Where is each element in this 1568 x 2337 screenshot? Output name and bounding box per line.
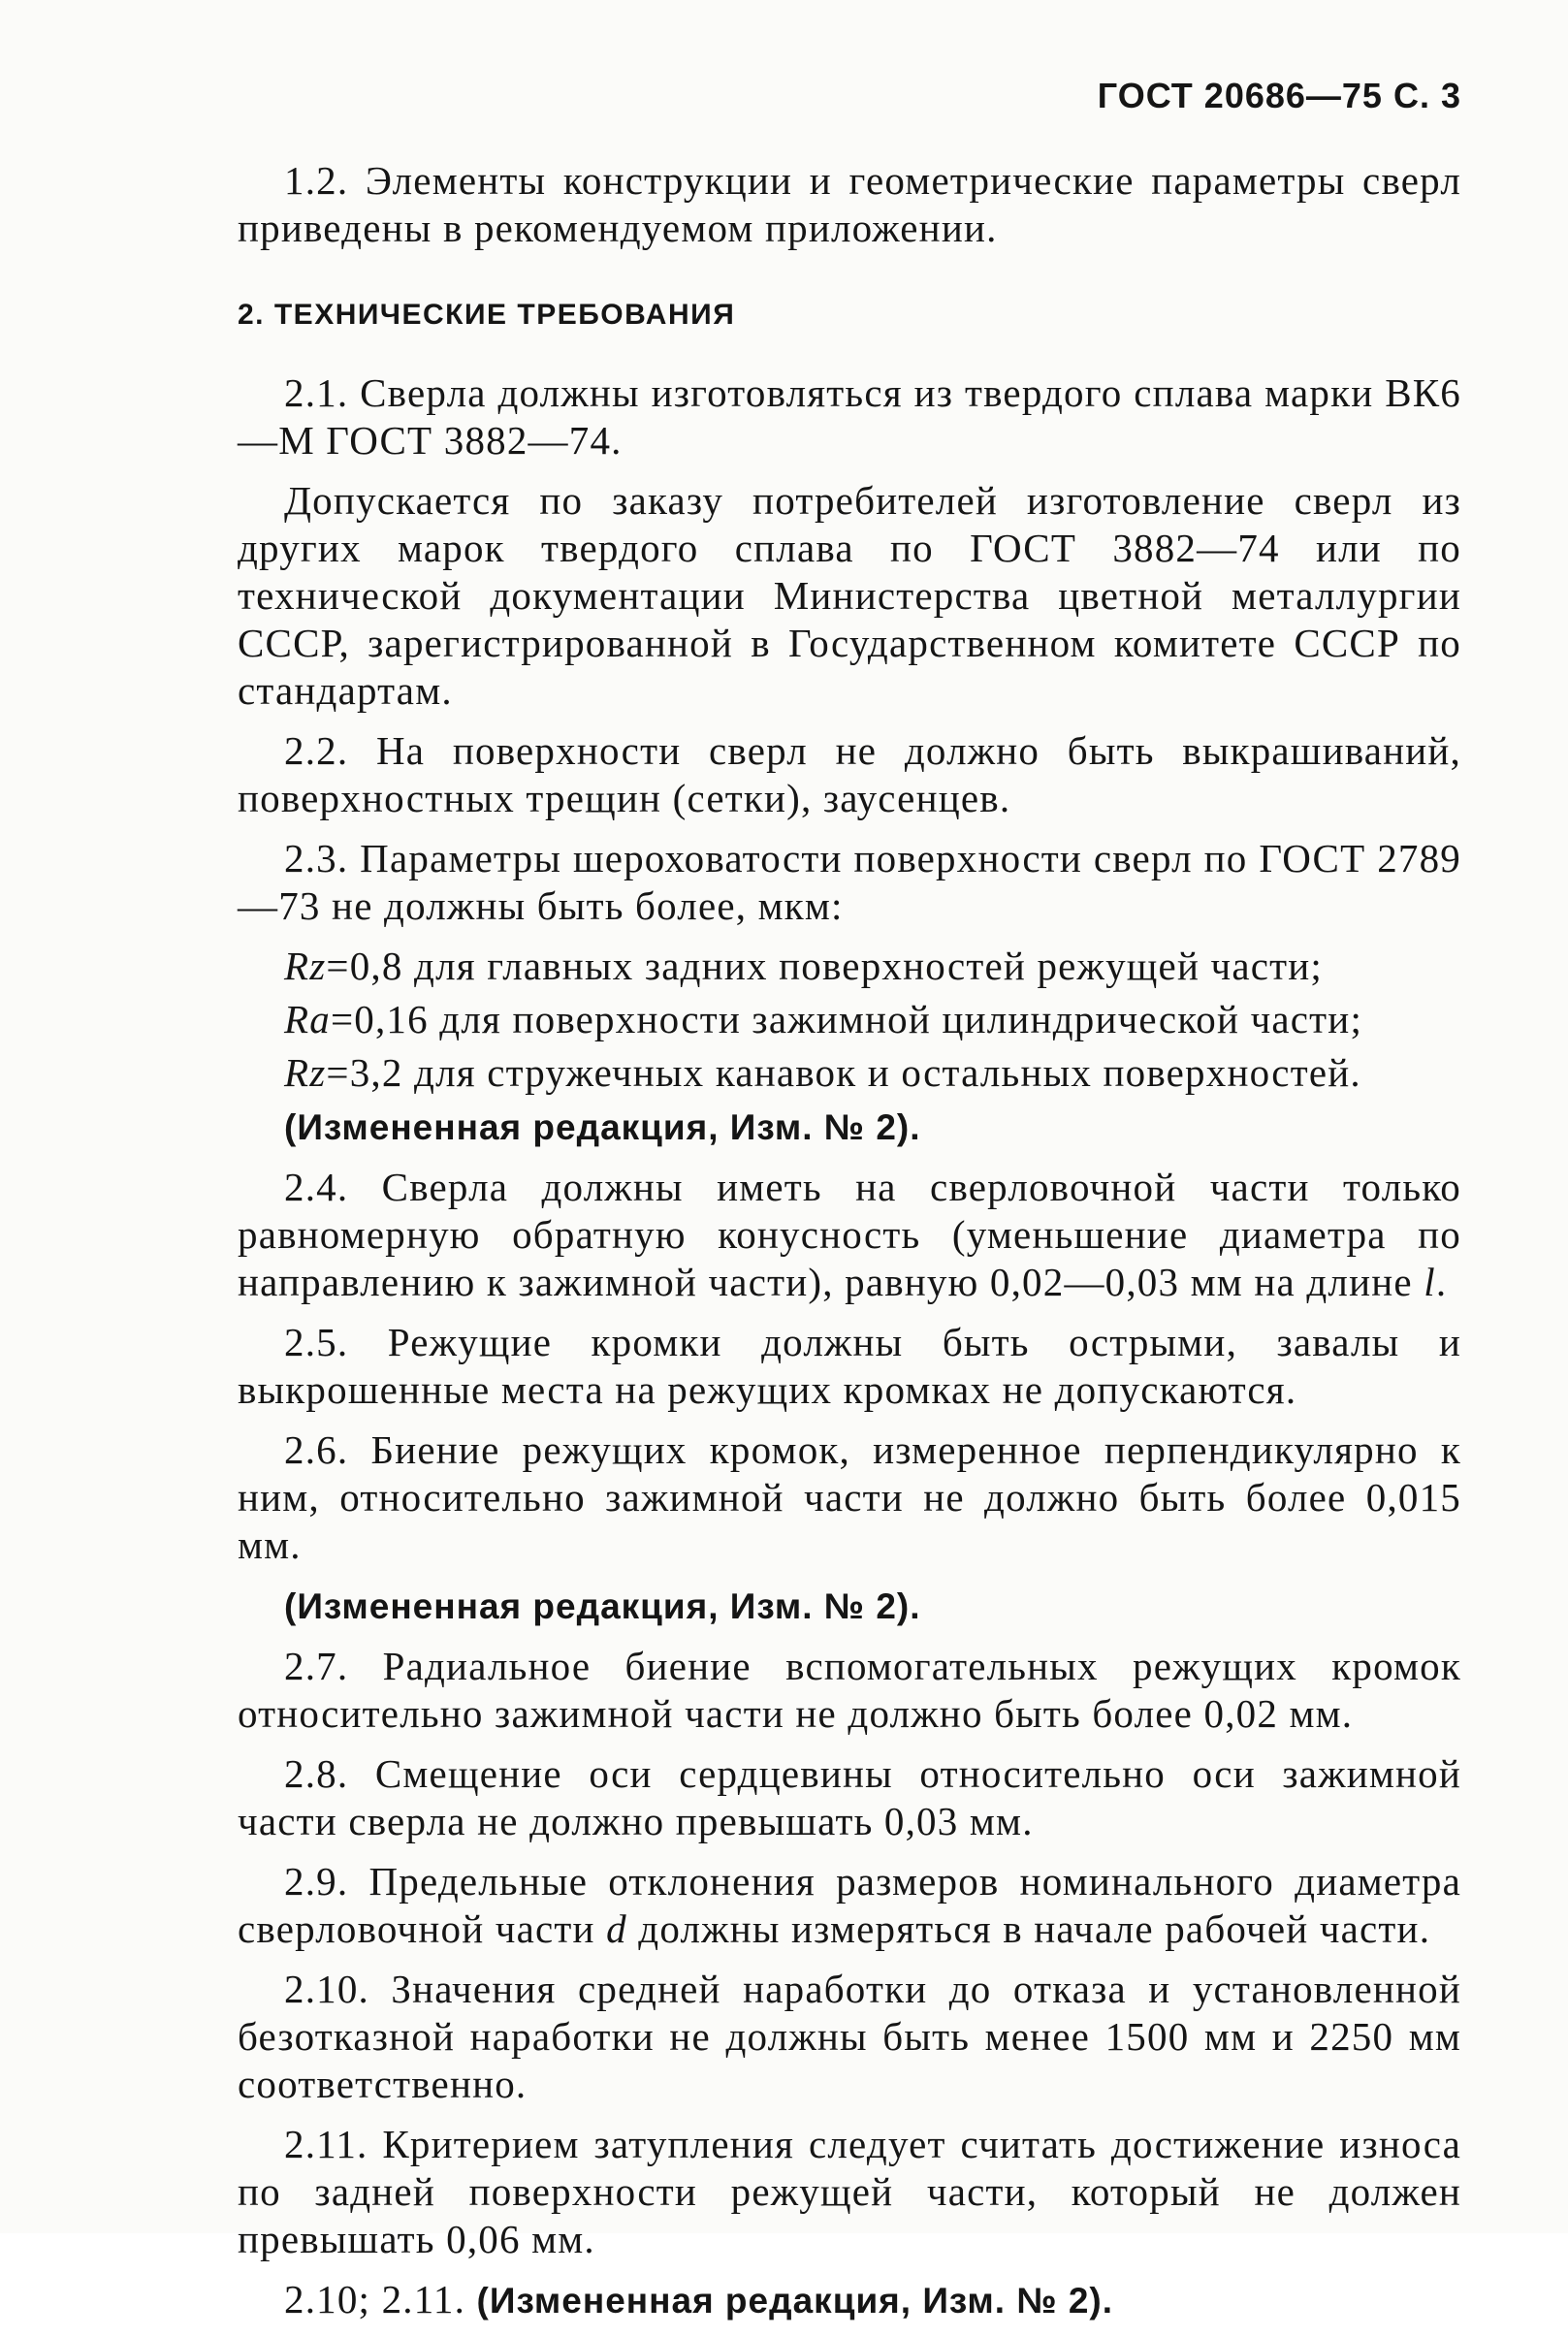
amendment-note-text: (Измененная редакция, Изм. № 2).	[284, 1107, 921, 1147]
paragraph-2-9-text-b: должны измеряться в начале рабочей части.	[638, 1906, 1431, 1951]
paragraph-2-1-allowance: Допускается по заказу потребителей изготовление сверл из других марок твердого сплава по ГОСТ 3882—74 или по технической документации Министерства цветной металлургии СССР, зарегистрированной в Государственном комитете СССР по стандартам.	[238, 478, 1461, 713]
length-symbol: l	[1424, 1260, 1436, 1304]
paragraph-2-4: 2.4. Сверла должны иметь на сверловочной части только равномерную обратную конусность (уменьшение диаметра по направлению к зажимной части), равную 0,02—0,03 мм на длине l.	[238, 1165, 1461, 1304]
rz-other-text: =3,2 для стружечных канавок и остальных поверхностей.	[326, 1050, 1361, 1095]
paragraph-2-2: 2.2. На поверхности сверл не должно быть выкрашиваний, поверхностных трещин (сетки), заусенцев.	[238, 728, 1461, 820]
gost-number: ГОСТ 20686—75	[1097, 76, 1383, 115]
ra-symbol: Ra	[284, 997, 331, 1041]
paragraph-2-8: 2.8. Смещение оси сердцевины относительно оси зажимной части сверла не должно превышать 0,03 мм.	[238, 1751, 1461, 1843]
paragraph-2-5: 2.5. Режущие кромки должны быть острыми, завалы и выкрошенные места на режущих кромках не допускаются.	[238, 1320, 1461, 1412]
amendment-note-3	[238, 2276, 1461, 2324]
diameter-symbol: d	[606, 1906, 627, 1951]
paragraph-2-7: 2.7. Радиальное биение вспомогательных режущих кромок относительно зажимной части не должно быть более 0,02 мм.	[238, 1644, 1461, 1736]
ra-text: =0,16 для поверхности зажимной цилиндрической части;	[330, 997, 1363, 1041]
roughness-rz-main	[238, 943, 1461, 990]
roughness-ra	[238, 996, 1461, 1043]
amendment-note-text: (Измененная редакция, Изм. № 2).	[476, 2281, 1114, 2321]
paragraph-2-4-text: 2.4. Сверла должны иметь на сверловочной части только равномерную обратную конусность (уменьшение диаметра по направлению к зажимной части), равную 0,02—0,03 мм на длине	[238, 1165, 1461, 1304]
paragraph-2-10: 2.10. Значения средней наработки до отказа и установленной безотказной наработки не должны быть менее 1500 мм и 2250 мм соответственно.	[238, 1967, 1461, 2106]
document-body	[238, 157, 1461, 2337]
paragraph-2-1: 2.1. Сверла должны изготовляться из твердого сплава марки ВК6—М ГОСТ 3882—74.	[238, 370, 1461, 463]
rz-symbol-2: Rz	[284, 1050, 327, 1095]
page-header	[1098, 76, 1461, 116]
amendment-note-2	[238, 1582, 1461, 1630]
paragraph-1-2: 1.2. Элементы конструкции и геометрические параметры сверл приведены в рекомендуемом приложении.	[238, 158, 1461, 250]
page-number: С. 3	[1392, 76, 1461, 115]
rz-symbol: Rz	[284, 944, 327, 988]
final-reference: 2.10; 2.11.	[284, 2277, 466, 2321]
paragraph-2-9-text-a: 2.9. Предельные отклонения размеров номинального диаметра сверловочной части	[238, 1859, 1461, 1951]
section-title: 2. ТЕХНИЧЕСКИЕ ТРЕБОВАНИЯ	[238, 299, 736, 331]
amendment-note-text: (Измененная редакция, Изм. № 2).	[284, 1586, 921, 1626]
paragraph-2-6: 2.6. Биение режущих кромок, измеренное перпендикулярно к ним, относительно зажимной части не должно быть более 0,015 мм.	[238, 1427, 1461, 1567]
amendment-note-1	[238, 1103, 1461, 1151]
paragraph-2-9	[238, 1858, 1461, 1953]
paragraph-2-11: 2.11. Критерием затупления следует считать достижение износа по задней поверхности режущей части, который не должен превышать 0,06 мм.	[238, 2122, 1461, 2261]
paragraph-2-3: 2.3. Параметры шероховатости поверхности сверл по ГОСТ 2789—73 не должны быть более, мкм:	[238, 836, 1461, 928]
roughness-rz-other	[238, 1049, 1461, 1097]
rz-main-text: =0,8 для главных задних поверхностей режущей части;	[326, 944, 1324, 988]
